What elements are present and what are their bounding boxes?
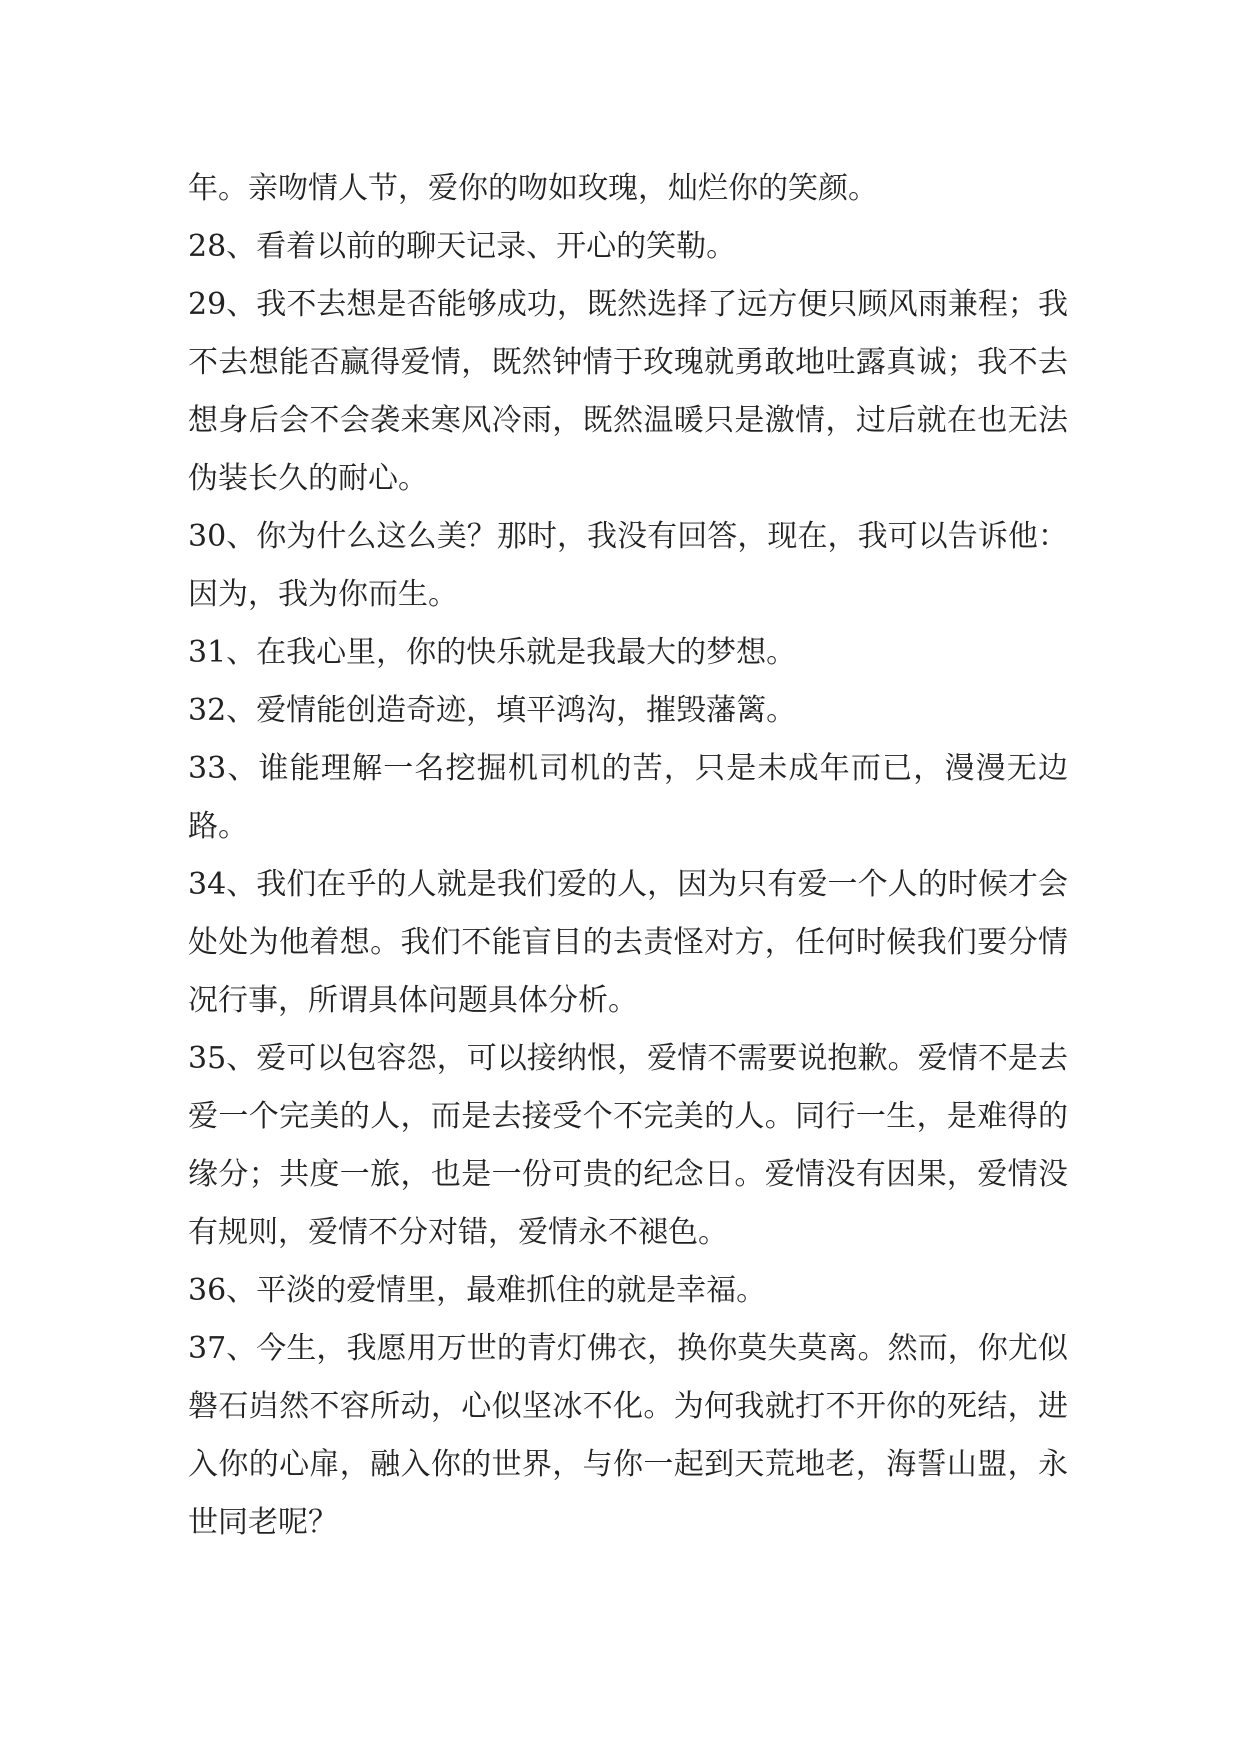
paragraph-35: 35、爱可以包容怨，可以接纳恨，爱情不需要说抱歉。爱情不是去爱一个完美的人，而是去接受个不完美的人。同行一生，是难得的缘分；共度一旅，也是一份可贵的纪念日。爱情没有因果，爱情没有规则，爱情不分对错，爱情永不褪色。 (188, 1041, 1068, 1250)
paragraph-34: 34、我们在乎的人就是我们爱的人，因为只有爱一个人的时候才会处处为他着想。我们不能盲目的去责怪对方，任何时候我们要分情况行事，所谓具体问题具体分析。 (188, 867, 1068, 1018)
paragraph-36: 36、平淡的爱情里，最难抓住的就是幸福。 (188, 1273, 767, 1308)
paragraph-31: 31、在我心里，你的快乐就是我最大的梦想。 (188, 635, 797, 670)
paragraph-29: 29、我不去想是否能够成功，既然选择了远方便只顾风雨兼程；我不去想能否赢得爱情，既然钟情于玫瑰就勇敢地吐露真诚；我不去想身后会不会袭来寒风冷雨，既然温暖只是激情，过后就在也无法伪装长久的耐心。 (188, 287, 1068, 496)
paragraph-30: 30、你为什么这么美？那时，我没有回答，现在，我可以告诉他：因为，我为你而生。 (188, 519, 1068, 612)
paragraph-37: 37、今生，我愿用万世的青灯佛衣，换你莫失莫离。然而，你尤似磐石岿然不容所动，心似坚冰不化。为何我就打不开你的死结，进入你的心扉，融入你的世界，与你一起到天荒地老，海誓山盟，永世同老呢？ (188, 1331, 1068, 1540)
paragraph-32: 32、爱情能创造奇迹，填平鸿沟，摧毁藩篱。 (188, 693, 797, 728)
document-body (188, 160, 1068, 1552)
paragraph-continuation: 年。亲吻情人节，爱你的吻如玫瑰，灿烂你的笑颜。 (188, 171, 878, 206)
paragraph-28: 28、看着以前的聊天记录、开心的笑勒。 (188, 229, 737, 264)
paragraph-33: 33、谁能理解一名挖掘机司机的苦，只是未成年而已，漫漫无边路。 (188, 751, 1068, 844)
